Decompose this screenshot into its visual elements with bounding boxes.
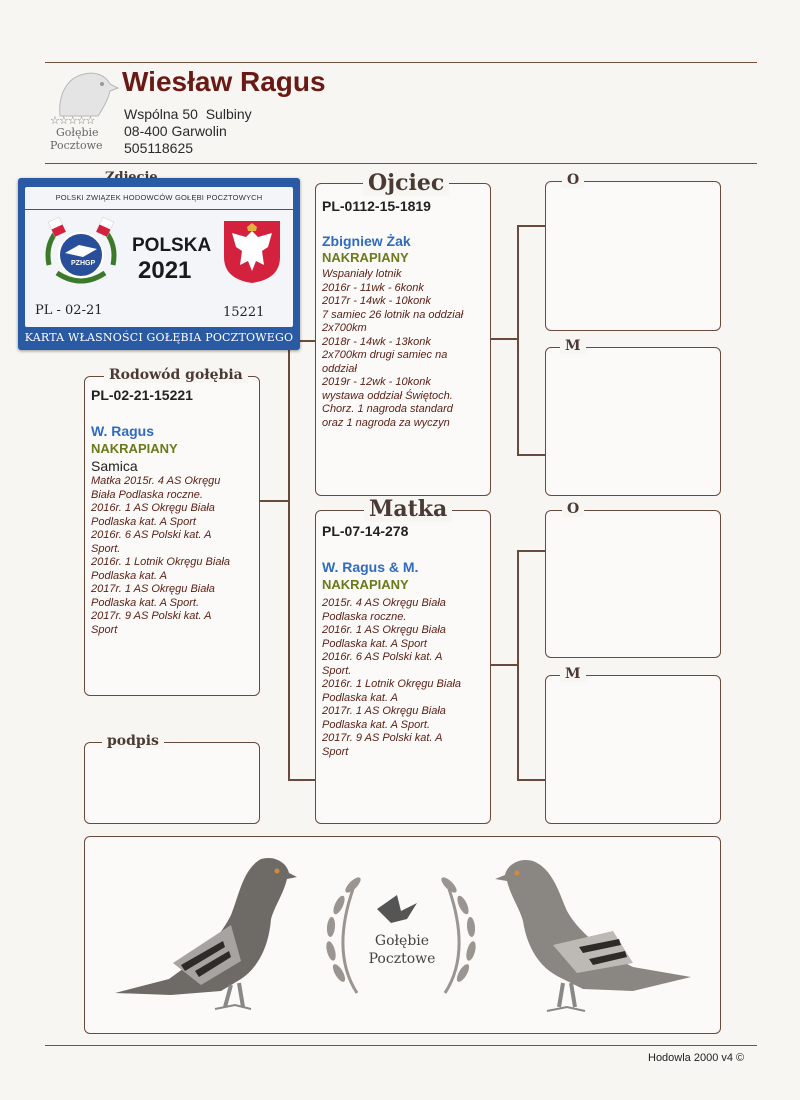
banner-logo-line2: Pocztowe	[368, 951, 436, 967]
achievement-line: oraz 1 nagroda za wyczyn	[322, 416, 450, 429]
achievement-line: 2016r. 1 Lotnik Okręgu Biała	[91, 556, 231, 568]
connector	[517, 454, 545, 456]
father-mother-box	[545, 347, 721, 496]
logo-text-line2: Pocztowe	[50, 139, 103, 152]
achievement-line: Matka 2015r. 4 AS Okręgu	[91, 475, 221, 487]
achievement-line: 2016r. 6 AS Polski kat. A	[91, 529, 212, 541]
card-org: POLSKI ZWIĄZEK HODOWCÓW GOŁĘBI POCZTOWYCH	[55, 193, 263, 202]
card-divider	[25, 209, 293, 210]
card-year: 2021	[138, 257, 192, 284]
pigeon-color: NAKRAPIANY	[91, 441, 178, 456]
pigeon-illustration-right-icon	[493, 845, 693, 1025]
achievement-line: 2017r. 9 AS Polski kat. A	[91, 610, 212, 622]
card-ring-number: 15221	[223, 305, 265, 320]
signature-box-title: podpis	[102, 733, 164, 749]
achievement-line: 2017r. 1 AS Okręgu Biała	[91, 583, 215, 595]
pigeon-pedigree-box	[84, 376, 260, 696]
achievement-line: Podlaska kat. A Sport.	[322, 718, 431, 731]
father-father-box	[545, 181, 721, 331]
mother-owner: W. Ragus & M.	[322, 559, 419, 575]
mother-mother-box	[545, 675, 721, 824]
achievement-line: Biała Podlaska roczne.	[91, 488, 203, 501]
card-inner	[25, 187, 293, 327]
achievement-line: Podlaska roczne.	[322, 610, 407, 623]
achievement-line: Podlaska kat. A	[91, 569, 168, 582]
pigeon-owner: W. Ragus	[91, 423, 155, 439]
father-ring-number: PL-0112-15-1819	[322, 198, 431, 214]
mother-ring-number: PL-07-14-278	[322, 523, 409, 539]
connector	[491, 338, 517, 340]
father-box	[315, 183, 491, 496]
achievement-line: Chorz. 1 nagroda standard	[322, 403, 453, 415]
achievement-line: Sport	[91, 623, 118, 636]
connector	[517, 550, 545, 552]
father-mother-title: M	[560, 338, 586, 354]
father-color: NAKRAPIANY	[322, 250, 409, 265]
mother-box	[315, 510, 491, 824]
banner-logo-line1: Gołębie	[374, 933, 430, 949]
connector	[517, 225, 545, 227]
connector	[288, 340, 290, 780]
father-father-title: O	[562, 172, 584, 188]
connector	[517, 779, 545, 781]
signature-box[interactable]	[84, 742, 260, 824]
card-country: POLSKA	[132, 235, 212, 256]
achievement-line: 2016r. 1 AS Okręgu Biała	[91, 502, 215, 514]
pigeon-head-icon	[48, 66, 120, 118]
achievement-line: 2017r - 14wk - 10konk	[322, 295, 431, 307]
connector	[517, 225, 519, 455]
phone-number: 505118625	[124, 140, 194, 156]
achievement-line: Sport.	[322, 664, 352, 677]
father-owner: Zbigniew Żak	[322, 233, 411, 249]
achievement-line: Podlaska kat. A	[322, 691, 399, 704]
top-rule	[45, 62, 757, 63]
achievement-line: 2016r. 6 AS Polski kat. A	[322, 651, 443, 663]
polish-eagle-icon	[222, 217, 282, 285]
mother-father-title: O	[562, 501, 584, 517]
pigeon-ring-number: PL-02-21-15221	[91, 387, 193, 403]
pigeon-illustration-left-icon	[111, 845, 301, 1025]
logo-text-line1: Gołębie	[56, 126, 99, 139]
connector	[491, 664, 517, 666]
software-credit: Hodowla 2000 v4 ©	[648, 1052, 745, 1064]
achievement-line: 2x700km drugi samiec na	[322, 349, 448, 361]
pigeon-banner	[84, 836, 721, 1034]
achievement-line: Podlaska kat. A Sport	[91, 515, 196, 528]
card-footer: KARTA WŁASNOŚCI GOŁĘBIA POCZTOWEGO	[24, 331, 294, 344]
father-box-title: Ojciec	[363, 170, 449, 196]
achievement-line: 2017r. 1 AS Okręgu Biała	[322, 705, 446, 717]
header-rule	[45, 163, 757, 164]
achievement-line: Sport.	[91, 542, 121, 555]
connector	[260, 500, 288, 502]
pigeon-box-title: Rodowód gołębia	[104, 367, 248, 383]
achievement-line: oddział	[322, 362, 357, 375]
achievement-line: 2018r - 14wk - 13konk	[322, 335, 431, 348]
mother-box-title: Matka	[364, 496, 452, 522]
pigeon-sex: Samica	[91, 458, 138, 474]
breeder-name: Wiesław Ragus	[122, 66, 326, 97]
logo-stars: ☆☆☆☆☆	[50, 115, 95, 127]
achievement-line: 2016r. 1 Lotnik Okręgu Biała	[322, 678, 462, 690]
address-line2: 08-400 Garwolin	[124, 123, 227, 139]
achievement-line: 2015r. 4 AS Okręgu Biała	[322, 597, 446, 609]
achievement-line: 2x700km	[322, 322, 367, 334]
mother-color: NAKRAPIANY	[322, 577, 409, 592]
achievement-line: 2016r. 1 AS Okręgu Biała	[322, 624, 446, 636]
father-achievements	[322, 268, 463, 430]
card-ring-prefix: PL - 02-21	[35, 303, 103, 318]
mother-father-box	[545, 510, 721, 658]
achievement-line: Podlaska kat. A Sport	[322, 637, 427, 650]
pigeon-achievements	[91, 475, 230, 637]
header-logo	[48, 66, 120, 158]
achievement-line: Wspaniały lotnik	[322, 268, 402, 280]
address-line1: Wspólna 50 Sulbiny	[124, 106, 252, 122]
card-pzhgp-label: PZHGP	[71, 260, 96, 267]
connector	[517, 550, 519, 780]
connector	[288, 779, 316, 781]
mother-mother-title: M	[560, 666, 586, 682]
achievement-line: Podlaska kat. A Sport.	[91, 596, 200, 609]
bottom-rule	[45, 1045, 757, 1046]
achievement-line: Sport	[322, 745, 349, 758]
mother-achievements	[322, 597, 461, 759]
ownership-card	[18, 178, 300, 350]
achievement-line: 2017r. 9 AS Polski kat. A	[322, 732, 443, 744]
achievement-line: 2016r - 11wk - 6konk	[322, 281, 424, 294]
achievement-line: 2019r - 12wk - 10konk	[322, 376, 431, 388]
pzhgp-emblem-icon	[39, 215, 123, 289]
achievement-line: wystawa oddział Świętoch.	[322, 389, 453, 402]
achievement-line: 7 samiec 26 lotnik na oddział	[322, 308, 464, 321]
